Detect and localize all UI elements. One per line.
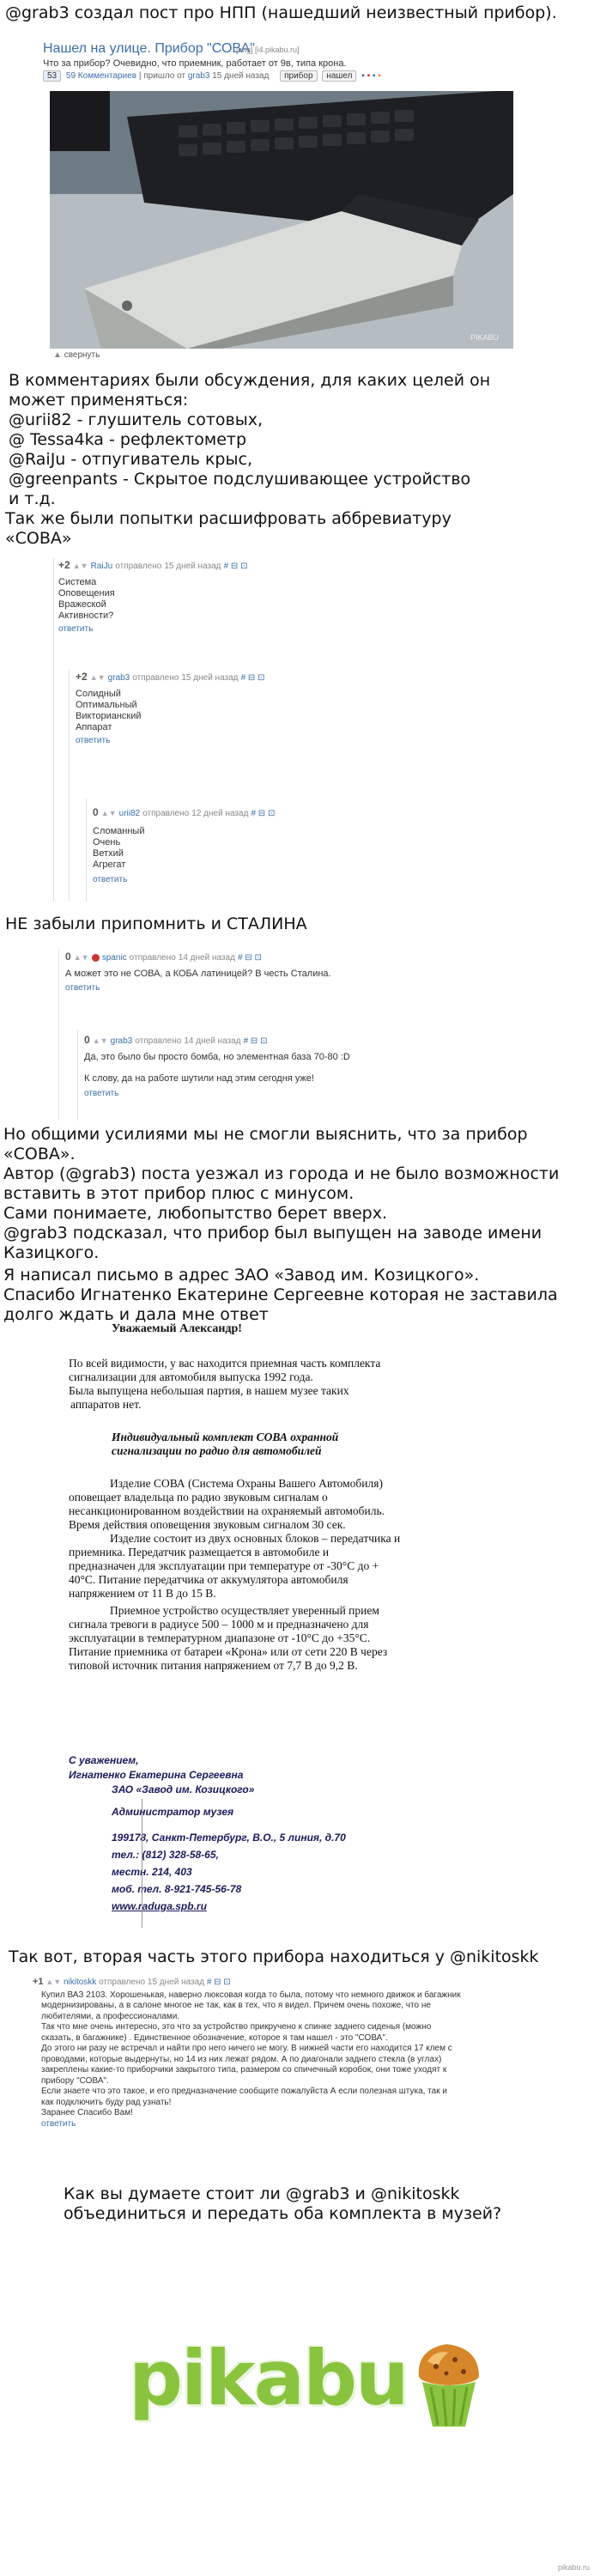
thread-line	[53, 558, 54, 902]
reply-link[interactable]: ответить	[58, 624, 94, 634]
vote-count: 0	[84, 1034, 90, 1046]
comment-actions-icon[interactable]: # ⊟ ⊡	[243, 1036, 268, 1046]
thread-line	[86, 799, 87, 902]
letter-line: приемника. Передатчик размещается в автомобиле и	[69, 1546, 330, 1558]
comment-line: Купил ВАЗ 2103. Хорошенькая, наверно люксовая когда то была, потому что немного движок и багажник	[41, 1990, 461, 2000]
comment-line: Заранее Спасибо Вам!	[41, 2108, 133, 2117]
tag-button-device[interactable]: прибор	[280, 70, 317, 82]
comment-actions-icon[interactable]: # ⊟ ⊡	[223, 562, 248, 571]
comment-line: Солидный	[76, 689, 121, 699]
footer-credit: pikabu.ru	[558, 2563, 591, 2572]
comment-author[interactable]: grab3	[110, 1036, 133, 1046]
comment-sent: отправлено	[135, 1036, 182, 1046]
vote-count[interactable]: 53	[43, 70, 61, 82]
reply-link[interactable]: ответить	[76, 736, 111, 745]
vote-count: 0	[93, 806, 99, 818]
comment-sent: отправлено	[99, 1978, 146, 1987]
comment-line: К слову, да на работе шутили над этим сегодня уже!	[84, 1073, 314, 1084]
story-line: Но общими усилиями мы не смогли выяснить, что за прибор «СОВА».	[3, 1125, 528, 1163]
vote-count: +2	[76, 671, 88, 683]
letter-line: напряжением от 11 В до 15 В.	[69, 1587, 216, 1600]
tag-button-found[interactable]: нашел	[322, 70, 356, 82]
letter-heading: сигнализации по радио для автомобилей	[112, 1444, 322, 1457]
story-line: Сами понимаете, любопытство берет вверх.	[3, 1204, 387, 1223]
comment-line: Аппарат	[76, 722, 112, 732]
comment-line: До этого ни разу не встречал и найти про него ничего не могу. В нижней части его находится 17 клем с	[41, 2044, 452, 2053]
comment-line: Агрегат	[93, 860, 126, 870]
story-line: Казицкого.	[3, 1243, 100, 1262]
comment-line: Да, это было бы просто бомба, но элементная база 70-80 :D	[84, 1052, 350, 1062]
comment-author[interactable]: RaiJu	[90, 562, 113, 571]
comment-line: модернизированы, а в салоне многое не так, как в тех, что я видел. Причем очень похоже, что не	[41, 2001, 431, 2010]
photo-watermark: PIKABU	[470, 333, 500, 342]
comments-link[interactable]: 59 Комментариев	[65, 71, 137, 81]
comment-time: 14 дней назад	[178, 953, 235, 963]
reply-link[interactable]: ответить	[84, 1089, 119, 1098]
second-part-text: Так вот, вторая часть этого прибора находиться у @nikitoskk	[9, 1947, 539, 1966]
vote-arrows-icon[interactable]: ▲▼	[92, 1036, 108, 1045]
comment-author[interactable]: grab3	[107, 673, 130, 683]
story-line: Автор (@grab3) поста уезжал из города и не было возможности	[3, 1164, 560, 1183]
reply-link[interactable]: ответить	[65, 983, 100, 993]
vote-count: +2	[58, 559, 70, 571]
comment	[65, 951, 494, 993]
muffin-icon	[412, 2332, 485, 2431]
comment-time: 14 дней назад	[184, 1036, 241, 1046]
post-time: 15 дней назад	[212, 71, 270, 81]
letter-line: Была выпущена небольшая партия, в нашем музее таких	[69, 1384, 349, 1397]
comment-line: любителями, а профессионалами.	[41, 2011, 180, 2021]
summary-line: @ Tessa4ka - рефлектометр	[9, 430, 247, 449]
story-line: @grab3 подсказал, что прибор был выпущен на заводе имени	[3, 1224, 542, 1242]
letter-line: сигнала тревоги в радиусе 500 – 1000 м и предназначено для	[69, 1618, 369, 1631]
comment-line: Оповещения	[58, 588, 115, 598]
signature-line: Администратор музея	[112, 1806, 234, 1818]
story-line: долго ждать и дала мне ответ	[3, 1305, 269, 1324]
comment-actions-icon[interactable]: # ⊟ ⊡	[240, 673, 265, 683]
comment-actions-icon[interactable]: # ⊟ ⊡	[206, 1978, 231, 1987]
intro-text: @grab3 создал пост про НПП (нашедший неизвестный прибор).	[5, 3, 557, 22]
comment-author[interactable]: spanic	[101, 953, 127, 963]
comment	[93, 807, 436, 885]
story-line: Я написал письмо в адрес ЗАО «Завод им. Козицкого».	[3, 1266, 480, 1285]
question-text	[64, 2184, 596, 2224]
signature-link[interactable]: www.raduga.spb.ru	[112, 1900, 207, 1912]
signature-line: Игнатенко Екатерина Сергеевна	[69, 1769, 244, 1781]
comment-line	[84, 1063, 513, 1073]
letter-greeting: Уважаемый Александр!	[112, 1322, 242, 1335]
letter-line: типовой источник питания напряжением от 7,7 В до 9,2 В.	[69, 1659, 358, 1672]
vote-arrows-icon[interactable]: ▲▼	[72, 562, 88, 570]
comments-summary	[5, 371, 520, 549]
letter-line: оповещает владельца по радио звуковым сигналам о	[69, 1491, 328, 1504]
question-line: объединиться и передать оба комплекта в музей?	[64, 2204, 502, 2223]
vote-arrows-icon[interactable]: ▲▼	[73, 953, 89, 962]
summary-line: В комментариях были обсуждения, для каких целей он может применяться:	[9, 371, 491, 410]
comment-line: Так что мне очень интересно, это что за устройство прикручено к спинке заднего сиденья (можно	[41, 2022, 432, 2032]
comment-line: прибору "СОВА".	[41, 2075, 109, 2086]
summary-line: @RaiJu - отпугиватель крыс,	[9, 450, 252, 469]
post-card	[43, 41, 558, 84]
device-photo	[50, 91, 513, 349]
comment-time: 15 дней назад	[181, 673, 239, 683]
vote-arrows-icon[interactable]: ▲▼	[100, 809, 117, 817]
collapse-label[interactable]: свернуть	[64, 350, 100, 360]
comment-actions-icon[interactable]: # ⊟ ⊡	[237, 953, 262, 963]
letter	[69, 1322, 515, 1673]
stalin-heading: НЕ забыли припомнить и СТАЛИНА	[5, 914, 307, 933]
comment-sent: отправлено	[129, 953, 176, 963]
story-text	[3, 1125, 603, 1325]
letter-line: Время действия оповещения звуковым сигналом 30 сек.	[69, 1518, 346, 1531]
comment-line: Сломанный	[93, 826, 145, 836]
vote-count: +1	[33, 1977, 44, 1987]
comment-sent: отправлено	[142, 809, 190, 818]
signature-line: С уважением,	[69, 1754, 139, 1766]
summary-line: @greenpants - Скрытое подслушивающее устройство	[9, 470, 471, 489]
comment-time: 15 дней назад	[164, 562, 221, 571]
letter-line: Приемное устройство осуществляет уверенный прием	[110, 1604, 379, 1617]
reply-link[interactable]: ответить	[41, 2118, 76, 2129]
thread-line	[69, 670, 70, 902]
vote-arrows-icon[interactable]: ▲▼	[89, 673, 106, 682]
signature-line: 199178, Санкт-Петербург, В.О., 5 линия, д.70	[112, 1832, 346, 1844]
photo-svg	[50, 91, 513, 349]
letter-line: Изделие состоит из двух основных блоков – передатчика и	[110, 1532, 401, 1545]
comment-line: закреплены какие-то приборчики закрытого типа, размером со спичечный коробок, они тоже уходят к	[41, 2065, 447, 2075]
comment-line: А может это не СОВА, а КОБА латиницей? В честь Сталина.	[65, 969, 331, 979]
comment-time: 12 дней назад	[191, 809, 249, 818]
collapse-link[interactable]: ▲ свернуть	[53, 350, 100, 360]
comment-line: Если знаете что это такое, и его предназначение сообщите пожалуйста А если полезная штука, так и	[41, 2087, 447, 2096]
letter-heading: Индивидуальный комплект СОВА охранной	[112, 1431, 339, 1443]
letter-line: несанкционированном воздействии на охраняемый автомобиль.	[69, 1504, 385, 1517]
summary-line: и т.д.	[9, 489, 56, 508]
author-link[interactable]: grab3	[187, 71, 210, 81]
comment-line: сказать, в багажнике) . Единственное обозначение, которое я там нашел - это "СОВА".	[41, 2032, 388, 2043]
vote-count: 0	[65, 951, 71, 963]
share-icons[interactable]: ▪ ▪ ▪ ▪	[361, 71, 381, 81]
comment	[58, 560, 402, 635]
letter-signature	[69, 1752, 412, 1915]
comment-line: Очень	[93, 837, 121, 848]
signature-line: местн. 214, 403	[112, 1866, 192, 1878]
comment	[76, 671, 419, 746]
comment	[33, 1977, 582, 2129]
comment-line: Вражеской	[58, 599, 106, 610]
post-description: Что за прибор? Очевидно, что приемник, работает от 9в, типа крона.	[43, 58, 347, 69]
signature-line: тел.: (812) 328-58-65,	[112, 1849, 219, 1861]
question-line: Как вы думаете стоит ли @grab3 и @nikitoskk	[64, 2184, 460, 2203]
comment-line: как подключить буду рад узнать!	[41, 2097, 172, 2107]
comment-line: проводами, которые выдернуты, но 14 из них лежат рядом. А по диагонали заднего стекла (в углах)	[41, 2054, 442, 2064]
comment-line: Ветхий	[93, 848, 124, 859]
comment-line: Активности?	[58, 611, 114, 621]
comment-line: Система	[58, 577, 97, 587]
pikabu-logo	[129, 2327, 489, 2439]
letter-line: Питание приемника от батареи «Крона» или от сети 220 В через	[69, 1645, 388, 1658]
comment-time: 15 дней назад	[147, 1978, 205, 1987]
summary-line: @urii82 - глушитель сотовых,	[9, 410, 264, 429]
post-tags: [img] [i4.pikabu.ru]	[236, 46, 300, 54]
submitted-label: | пришло от	[138, 71, 186, 81]
letter-line: Изделие СОВА (Система Охраны Вашего Автомобиля)	[110, 1477, 383, 1490]
comment-author[interactable]: urii82	[118, 809, 141, 818]
comment-line: Оптимальный	[76, 700, 137, 710]
post-title[interactable]: Нашел на улице. Прибор "СОВА"	[43, 41, 255, 56]
summary-line: Так же были попытки расшифровать аббревиатуру «СОВА»	[5, 509, 451, 548]
story-line: Спасибо Игнатенко Екатерине Сергеевне которая не заставила	[3, 1285, 558, 1304]
comment-sent: отправлено	[115, 562, 162, 571]
comment-author[interactable]: nikitoskk	[63, 1978, 97, 1987]
comment	[84, 1035, 513, 1099]
comment-actions-icon[interactable]: # ⊟ ⊡	[251, 809, 276, 818]
letter-line: 40°C. Питание передатчика от аккумулятора автомобиля	[69, 1573, 348, 1586]
story-line: вставить в этот прибор плюс с минусом.	[3, 1184, 355, 1203]
letter-line: эксплуатации в температурном диапазоне от -10°C до +35°C.	[69, 1631, 371, 1644]
letter-line: По всей видимости, у вас находится приемная часть комплекта	[69, 1357, 381, 1370]
comment-sent: отправлено	[132, 673, 179, 683]
avatar	[92, 954, 100, 962]
letter-line: предназначен для эксплуатации при температуре от -30°C до +	[69, 1559, 379, 1572]
thread-line	[58, 949, 59, 1121]
comment-line: Викторианский	[76, 711, 142, 721]
logo-text: pikabu	[129, 2334, 408, 2422]
thread-line	[77, 1030, 78, 1121]
signature-line: моб. тел. 8-921-745-56-78	[112, 1883, 242, 1895]
letter-line: аппаратов нет.	[70, 1398, 142, 1411]
letter-line: сигнализации для автомобиля выпуска 1992 года.	[69, 1370, 313, 1383]
vote-arrows-icon[interactable]: ▲▼	[45, 1978, 62, 1986]
signature-line: ЗАО «Завод им. Козицкого»	[112, 1783, 255, 1795]
reply-link[interactable]: ответить	[93, 875, 128, 884]
